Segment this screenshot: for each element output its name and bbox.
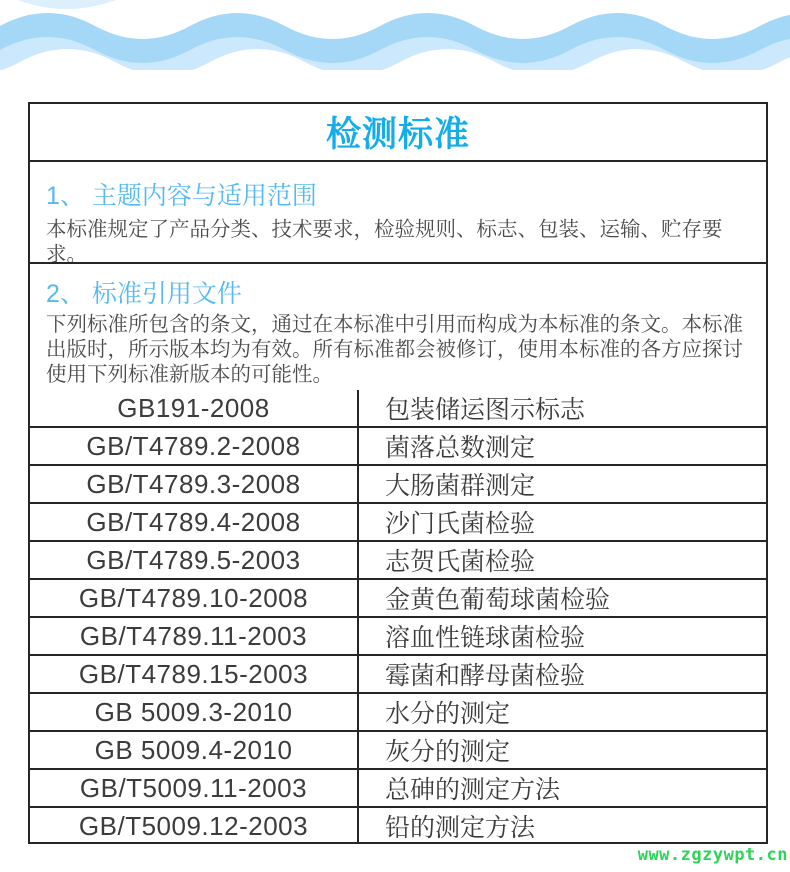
standard-code: GB 5009.4-2010 [30, 731, 358, 769]
standard-name: 水分的测定 [358, 693, 766, 731]
standard-name: 总砷的测定方法 [358, 769, 766, 807]
section-1-body: 本标准规定了产品分类、技术要求，检验规则、标志、包装、运输、贮存要求。 [46, 218, 723, 266]
standard-name: 包装储运图示标志 [358, 390, 766, 427]
table-row [30, 427, 766, 465]
section-2-body-line: 使用下列标准新版本的可能性。 [46, 363, 333, 386]
table-row [30, 617, 766, 655]
standard-name: 灰分的测定 [358, 731, 766, 769]
table-row [30, 769, 766, 807]
standard-code: GB/T4789.10-2008 [30, 579, 358, 617]
section-1-heading: 1、 主题内容与适用范围 [46, 182, 317, 210]
standard-code: GB/T4789.11-2003 [30, 617, 358, 655]
standard-name: 铅的测定方法 [358, 807, 766, 844]
section-divider [30, 262, 766, 264]
standard-code: GB/T4789.4-2008 [30, 503, 358, 541]
standard-code: GB191-2008 [30, 390, 358, 427]
table-row [30, 465, 766, 503]
standard-name: 沙门氏菌检验 [358, 503, 766, 541]
standard-name: 霉菌和酵母菌检验 [358, 655, 766, 693]
section-2-heading: 2、 标准引用文件 [46, 280, 242, 308]
table-row [30, 541, 766, 579]
table-row [30, 390, 766, 427]
standard-code: GB/T5009.11-2003 [30, 769, 358, 807]
standard-name: 溶血性链球菌检验 [358, 617, 766, 655]
standard-code: GB/T4789.2-2008 [30, 427, 358, 465]
standard-code: GB/T5009.12-2003 [30, 807, 358, 844]
table-row [30, 693, 766, 731]
standard-name: 大肠菌群测定 [358, 465, 766, 503]
section-2-body [46, 312, 754, 387]
section-2-body-line: 下列标准所包含的条文，通过在本标准中引用而构成为本标准的条文。本标准 [46, 313, 743, 336]
section-2-body-line: 出版时，所示版本均为有效。所有标准都会被修订，使用本标准的各方应探讨 [46, 338, 743, 361]
standard-name: 志贺氏菌检验 [358, 541, 766, 579]
standard-code: GB/T4789.3-2008 [30, 465, 358, 503]
standard-code: GB/T4789.15-2003 [30, 655, 358, 693]
wave-decoration-svg [0, 0, 790, 70]
standard-name: 金黄色葡萄球菌检验 [358, 579, 766, 617]
table-row [30, 655, 766, 693]
watermark-text: www.zgzywpt.cn [637, 845, 788, 865]
table-row [30, 503, 766, 541]
standards-table [30, 390, 766, 844]
standard-code: GB/T4789.5-2003 [30, 541, 358, 579]
table-row [30, 807, 766, 844]
table-row [30, 579, 766, 617]
standard-code: GB 5009.3-2010 [30, 693, 358, 731]
table-row [30, 731, 766, 769]
page-title: 检测标准 [30, 104, 766, 162]
standard-name: 菌落总数测定 [358, 427, 766, 465]
wave-decoration [0, 0, 790, 70]
standards-card [28, 102, 768, 844]
